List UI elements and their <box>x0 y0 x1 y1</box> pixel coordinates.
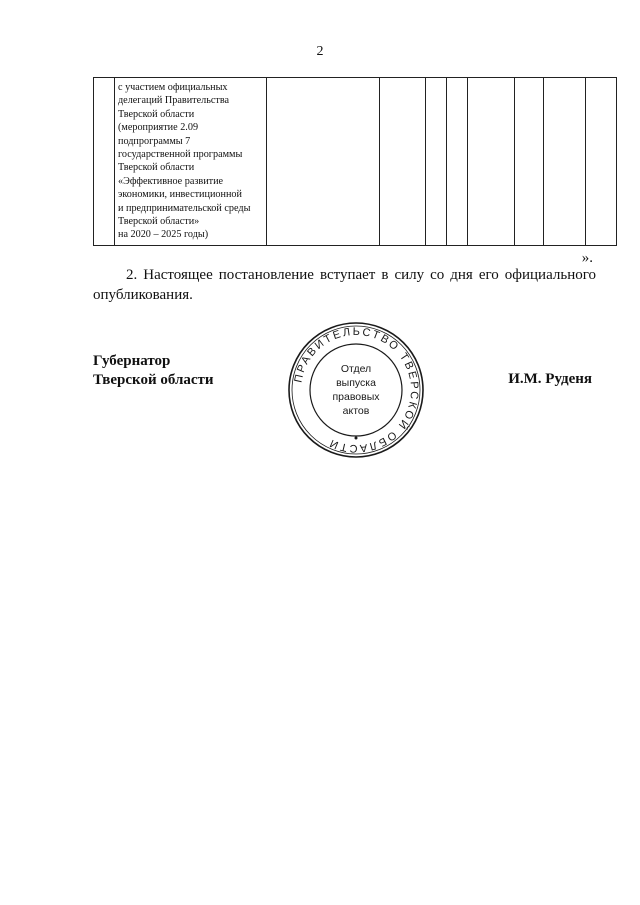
description-line: Тверской области <box>118 162 195 174</box>
description-line: государственной программы <box>118 149 243 161</box>
description-line: подпрограммы 7 <box>118 135 191 147</box>
signatory-name: И.М. Руденя <box>508 371 592 387</box>
description-line: на 2020 – 2025 годы) <box>118 229 209 241</box>
clause-2: 2. Настоящее постановление вступает в силу со дня его официального опубликования. <box>93 267 596 303</box>
seal-center-line: выпуска <box>336 377 376 389</box>
seal-center-line: актов <box>342 405 370 417</box>
table-cell-number <box>94 78 115 246</box>
description-line: делегаций Правительства <box>118 95 230 107</box>
table-cell <box>586 78 617 246</box>
description-line: Тверской области <box>118 108 195 120</box>
page-number: 2 <box>316 44 324 59</box>
table-cell <box>380 78 426 246</box>
table-cell <box>515 78 544 246</box>
description-line: с участием официальных <box>118 82 228 93</box>
seal-center-line: Отдел <box>340 363 372 375</box>
continuation-table <box>93 77 617 246</box>
table-cell-description <box>115 78 267 246</box>
official-seal <box>286 320 426 460</box>
description-line: экономики, инвестиционной <box>118 189 242 201</box>
description-line: Тверской области» <box>118 216 200 228</box>
description-line: «Эффективное развитие <box>118 175 224 187</box>
table-cell <box>468 78 515 246</box>
description-line: и предпринимательской среды <box>118 202 251 214</box>
signatory-position-line: Тверской области <box>93 372 214 388</box>
measure-description <box>115 78 266 242</box>
seal-inner-ring <box>310 344 402 436</box>
table-cell <box>447 78 468 246</box>
table-cell <box>426 78 447 246</box>
signatory-position <box>93 352 214 390</box>
table-cell <box>544 78 586 246</box>
seal-center-line: правовых <box>332 391 380 403</box>
description-line: (мероприятие 2.09 <box>118 122 199 134</box>
seal-dot <box>355 437 358 440</box>
closing-quote: ». <box>581 250 593 266</box>
seal-ring-text: ПРАВИТЕЛЬСТВО ТВЕРСКОЙ ОБЛАСТИ <box>292 325 421 455</box>
signatory-position-line: Губернатор <box>93 353 171 369</box>
table-cell <box>267 78 380 246</box>
